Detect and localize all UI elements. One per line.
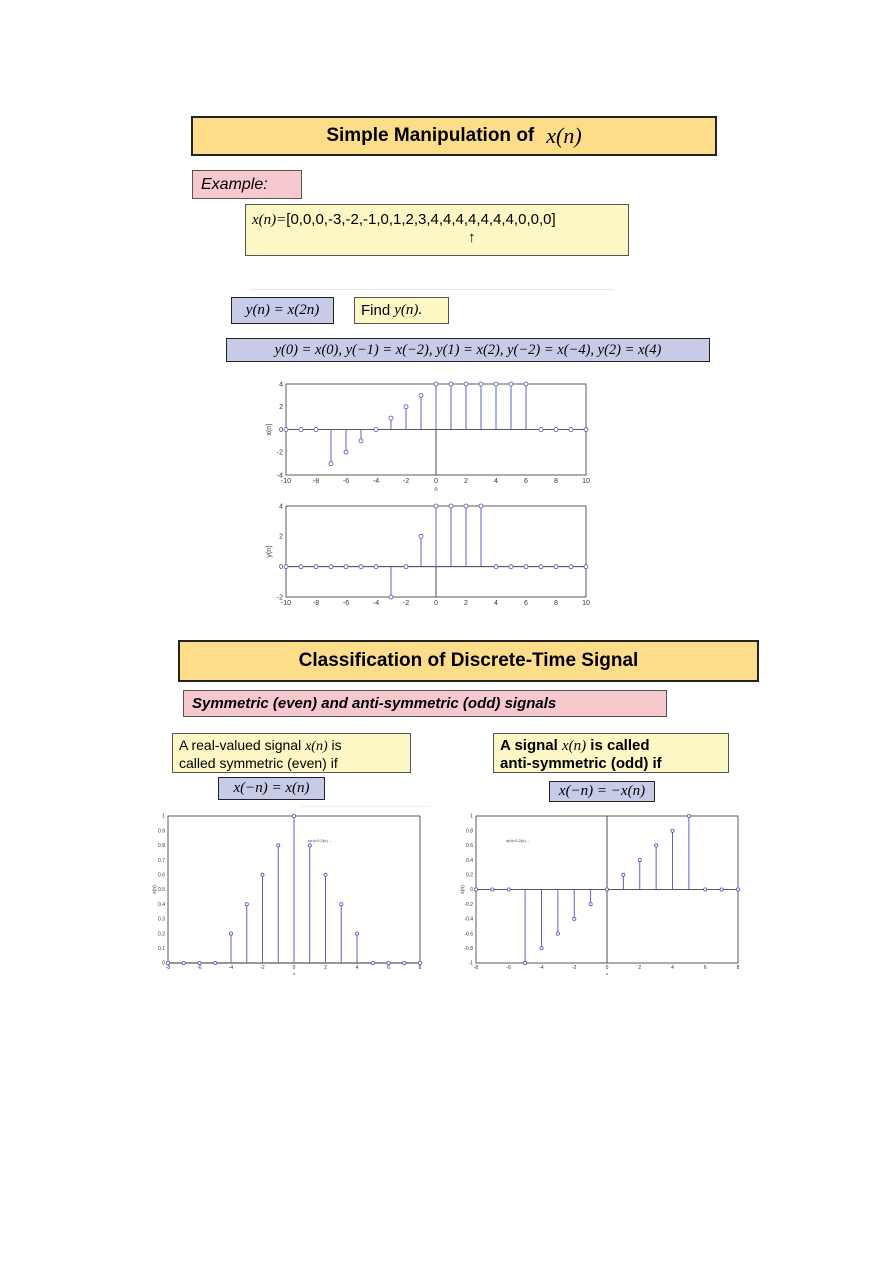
y-tick-label: 0.5 [158,887,165,894]
even-formula: x(−n) = x(n) [233,780,310,796]
y-tick-label: 0.4 [466,857,473,864]
stem-marker [308,844,311,847]
x-tick-label: 6 [524,478,528,485]
stem-marker [299,565,303,569]
x-tick-label: 4 [355,965,359,971]
y-definition: y(n) = x(2n) [245,302,320,318]
stem-marker [573,917,576,920]
x-tick-label: -8 [473,965,479,971]
stem-marker [524,961,527,964]
x-tick-label: 0 [434,478,438,485]
x-tick-label: -8 [312,600,320,607]
stem-marker [198,961,201,964]
y-tick-label: 0.8 [158,843,165,850]
stem-marker [434,504,438,508]
stem-marker [340,903,343,906]
relations-box [226,338,710,362]
y-tick-label: 4 [279,503,283,511]
stem-marker [418,961,421,964]
x-tick-label: -2 [260,965,265,971]
stem-marker [389,416,393,420]
x-tick-label: -6 [342,600,350,607]
stem-marker [491,888,494,891]
find-box [354,297,449,324]
y-axis-label: x(n) [152,885,158,894]
section2-subtitle: Symmetric (even) and anti-symmetric (odd) signals [192,695,557,712]
stem-marker [539,565,543,569]
stem-marker [182,961,185,964]
stem-marker [245,903,248,906]
stem-marker [359,439,363,443]
example-label: Example: [201,175,268,193]
x-tick-label: 8 [418,965,422,971]
stem-marker [344,450,348,454]
stem-marker [359,565,363,569]
x-tick-label: -10 [280,600,292,607]
y-tick-label: 2 [279,533,283,541]
x-tick-label: -6 [197,965,202,971]
find-var: y(n). [394,302,423,318]
stem-marker [374,428,378,432]
legend-text: x(n)=0.2(n) ... [308,838,333,843]
x-tick-label: -6 [506,965,511,971]
x-tick-label: -2 [402,478,410,485]
even-definition-box [172,733,411,773]
x-tick-label: 2 [464,478,468,485]
section2-title-banner [178,640,759,682]
separator-line [250,289,614,290]
stem-marker [584,565,588,569]
stem-marker [479,504,483,508]
stem-marker [403,961,406,964]
stem-marker [622,873,625,876]
odd-signal-stem-chart [446,808,746,980]
y-tick-label: 4 [279,381,283,389]
x-tick-label: -8 [312,478,320,485]
stem-marker [556,932,559,935]
x-axis-label: n [292,971,296,976]
stem-marker [434,382,438,386]
y-tick-label: -4 [276,472,283,480]
x-tick-label: -2 [572,965,577,971]
y-axis-label: x(n) [460,885,466,894]
y-tick-label: 0.2 [466,872,473,879]
x-tick-label: 8 [554,478,558,485]
stem-marker [479,382,483,386]
stem-marker [284,565,288,569]
y-tick-label: -2 [276,594,283,602]
x-n-stem-chart [258,378,598,498]
y-tick-label: -0.2 [464,901,473,908]
y-tick-label: -0.8 [464,945,473,952]
stem-marker [214,961,217,964]
section1-title: Simple Manipulation of [326,125,535,146]
origin-arrow: ↑ [468,229,476,246]
stem-marker [324,873,327,876]
odd-text-2: anti-symmetric (odd) if [500,755,662,772]
stem-marker [474,888,477,891]
x-tick-label: 2 [324,965,327,971]
x-tick-label: -10 [280,478,292,485]
stem-marker [494,382,498,386]
y-tick-label: 0.4 [158,901,165,908]
y-tick-label: 0.6 [466,843,473,850]
x-tick-label: 0 [434,600,438,607]
stem-marker [419,393,423,397]
stem-marker [569,428,573,432]
stem-marker [687,814,690,817]
x-tick-label: -8 [165,965,171,971]
find-prefix: Find [361,302,391,319]
y-tick-label: 0 [162,960,165,967]
stem-marker [589,903,592,906]
x-tick-label: -4 [539,965,544,971]
stem-marker [314,428,318,432]
stem-marker [329,565,333,569]
y-tick-label: 0 [279,426,283,434]
y-tick-label: -0.4 [464,916,473,923]
y-tick-label: -1 [468,960,473,967]
stem-marker [509,565,513,569]
stem-marker [292,814,295,817]
separator-line-2 [300,806,430,807]
x-definition-values: [0,0,0,-3,-2,-1,0,1,2,3,4,4,4,4,4,4,4,0,0,0] [286,211,556,228]
stem-marker [638,859,641,862]
stem-marker [720,888,723,891]
stem-marker [329,462,333,466]
x-tick-label: -4 [372,600,380,607]
x-definition-lhs: x(n)= [252,212,287,228]
stem-marker [261,873,264,876]
y-tick-label: 0.9 [158,828,165,835]
x-tick-label: -4 [228,965,234,971]
stem-marker [605,888,608,891]
stem-marker [524,382,528,386]
section1-title-banner [191,116,717,156]
stem-marker [404,565,408,569]
y-tick-label: 1 [162,813,165,820]
odd-text-var: x(n) [561,738,587,754]
x-tick-label: -4 [372,478,380,485]
y-tick-label: 0.2 [158,931,165,938]
stem-marker [584,428,588,432]
stem-marker [314,565,318,569]
x-tick-label: 0 [292,965,296,971]
y-tick-label: 0.3 [158,916,165,923]
odd-formula: x(−n) = −x(n) [558,783,646,799]
even-text-2: called symmetric (even) if [179,755,338,771]
stem-marker [419,534,423,538]
stem-marker [671,829,674,832]
even-formula-box [218,777,325,800]
y-tick-label: 2 [279,404,283,412]
even-text-1b: is [331,737,342,753]
x-tick-label: 8 [554,600,558,607]
stem-marker [540,947,543,950]
y-tick-label: -0.6 [464,931,473,938]
stem-marker [229,932,232,935]
stem-marker [387,961,390,964]
section1-title-var: x(n) [546,123,582,148]
stem-marker [464,504,468,508]
stem-marker [284,428,288,432]
stem-marker [299,428,303,432]
x-tick-label: 6 [524,600,528,607]
y-tick-label: 1 [470,813,473,820]
x-tick-label: 2 [464,600,468,607]
stem-marker [494,565,498,569]
y-axis-label: y(n) [266,545,273,558]
even-signal-stem-chart [150,808,430,980]
x-tick-label: 0 [605,965,609,971]
stem-marker [277,844,280,847]
y-definition-box [231,297,334,324]
stem-marker [449,382,453,386]
y-tick-label: 0 [470,887,473,894]
stem-marker [344,565,348,569]
stem-marker [355,932,358,935]
stem-marker [554,428,558,432]
y-tick-label: 0 [279,564,283,571]
stem-marker [704,888,707,891]
x-axis-label: n [605,971,609,976]
stem-marker [736,888,739,891]
stem-marker [389,595,393,599]
x-tick-label: -2 [402,600,410,607]
y-tick-label: -2 [276,449,283,457]
x-tick-label: 6 [703,965,707,971]
y-n-stem-chart [258,500,598,612]
section2-title: Classification of Discrete-Time Signal [298,650,639,671]
relations-text: y(0) = x(0), y(−1) = x(−2), y(1) = x(2), y(−2) = x(−4), y(2) = x(4) [274,341,662,358]
x-tick-label: 4 [494,478,498,485]
stem-marker [404,405,408,409]
stem-marker [166,961,169,964]
y-tick-label: 0.7 [158,857,165,864]
x-tick-label: 4 [671,965,674,971]
stem-marker [539,428,543,432]
even-text-1a: A real-valued signal [179,737,302,753]
stem-marker [371,961,374,964]
odd-text-1b: is called [590,737,650,754]
odd-text-1a: A signal [500,737,558,754]
stem-marker [449,504,453,508]
stem-marker [464,382,468,386]
x-tick-label: 8 [736,965,740,971]
stem-marker [655,844,658,847]
stem-marker [374,565,378,569]
y-tick-label: 0.8 [466,828,473,835]
x-tick-label: 10 [582,600,590,607]
y-tick-label: 0.6 [158,872,165,879]
stem-marker [554,565,558,569]
legend-text: x(n)=0.2(n) ... [506,838,531,843]
x-tick-label: 2 [638,965,642,971]
y-tick-label: 0.1 [158,945,165,952]
stem-marker [509,382,513,386]
section2-subtitle-box [183,690,667,717]
stem-marker [569,565,573,569]
y-axis-label: x(n) [266,423,273,436]
x-tick-label: 10 [582,478,590,485]
odd-formula-box [549,781,655,802]
x-axis-label: n [434,487,438,493]
stem-marker [524,565,528,569]
x-tick-label: -6 [342,478,350,485]
odd-definition-box [493,733,729,773]
example-label-box [192,170,302,199]
x-tick-label: 4 [494,600,498,607]
x-tick-label: 6 [387,965,390,971]
x-definition-box [245,204,629,256]
even-text-var: x(n) [305,739,328,754]
stem-marker [507,888,510,891]
